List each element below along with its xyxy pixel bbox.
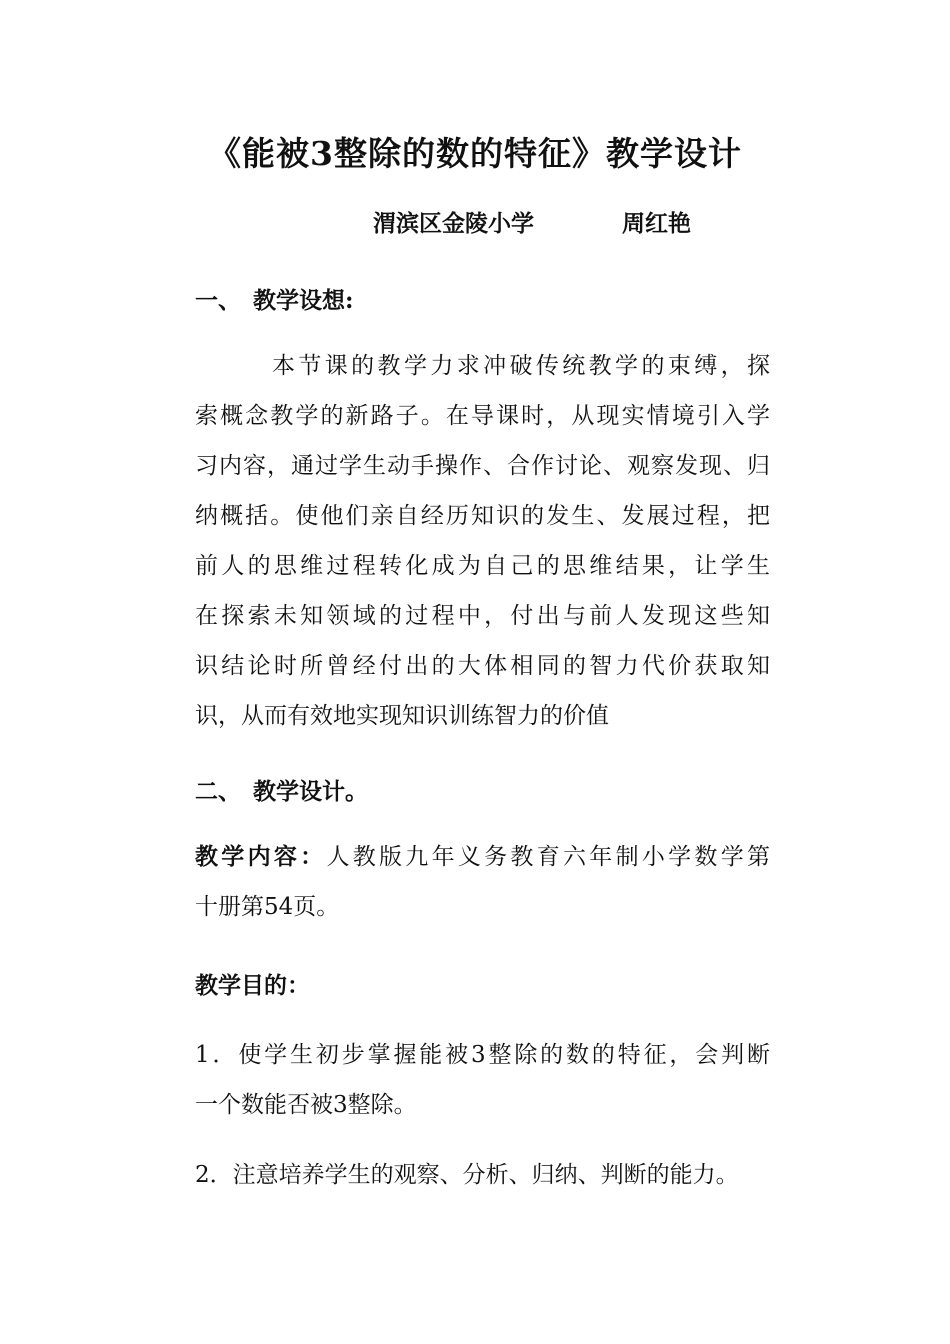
- paragraph-line: 索概念教学的新路子。在导课时，从现实情境引入学: [195, 403, 770, 429]
- objective-item-2: [195, 1150, 770, 1200]
- paragraph-line: 习内容，通过学生动手操作、合作讨论、观察发现、归: [195, 453, 770, 479]
- author-name: 周红艳: [622, 210, 691, 237]
- section-heading-teaching-design: [195, 773, 368, 806]
- design-idea-paragraph: [195, 341, 770, 741]
- section-heading-design-idea: [195, 282, 354, 315]
- paragraph-line: 2．注意培养学生的观察、分析、归纳、判断的能力。: [195, 1162, 739, 1188]
- paragraph-line: 十册第54页。: [195, 894, 340, 920]
- paragraph-line: 1．使学生初步掌握能被3整除的数的特征，会判断: [195, 1042, 770, 1068]
- paragraph-line: 一个数能否被3整除。: [195, 1092, 417, 1118]
- paragraph-line: 识，从而有效地实现知识训练智力的价值: [195, 703, 609, 729]
- author-school: 渭滨区金陵小学: [373, 210, 534, 237]
- paragraph-line: 前人的思维过程转化成为自己的思维结果，让学生: [195, 553, 770, 579]
- author-line: [373, 205, 691, 238]
- section-number: 一、: [195, 287, 241, 314]
- paragraph-line: 本节课的教学力求冲破传统教学的束缚，探: [272, 353, 770, 379]
- document-title: 《能被3整除的数的特征》教学设计: [208, 134, 742, 173]
- section-heading-text: 教学设计。: [253, 778, 368, 805]
- section-heading-text: 教学设想:: [253, 287, 354, 314]
- paragraph-line: 纳概括。使他们亲自经历知识的发生、发展过程，把: [195, 503, 770, 529]
- section-number: 二、: [195, 778, 241, 805]
- teaching-content-label: 教学内容：: [195, 843, 327, 870]
- paragraph-line: [195, 832, 770, 882]
- paragraph-line: 识结论时所曾经付出的大体相同的智力代价获取知: [195, 653, 770, 679]
- teaching-content-text: 人教版九年义务教育六年制小学数学第: [326, 844, 771, 870]
- teaching-content-paragraph: [195, 832, 770, 932]
- teaching-objectives-label: 教学目的：: [195, 972, 310, 999]
- paragraph-line: 在探索未知领域的过程中，付出与前人发现这些知: [195, 603, 770, 629]
- objective-item-1: [195, 1030, 770, 1130]
